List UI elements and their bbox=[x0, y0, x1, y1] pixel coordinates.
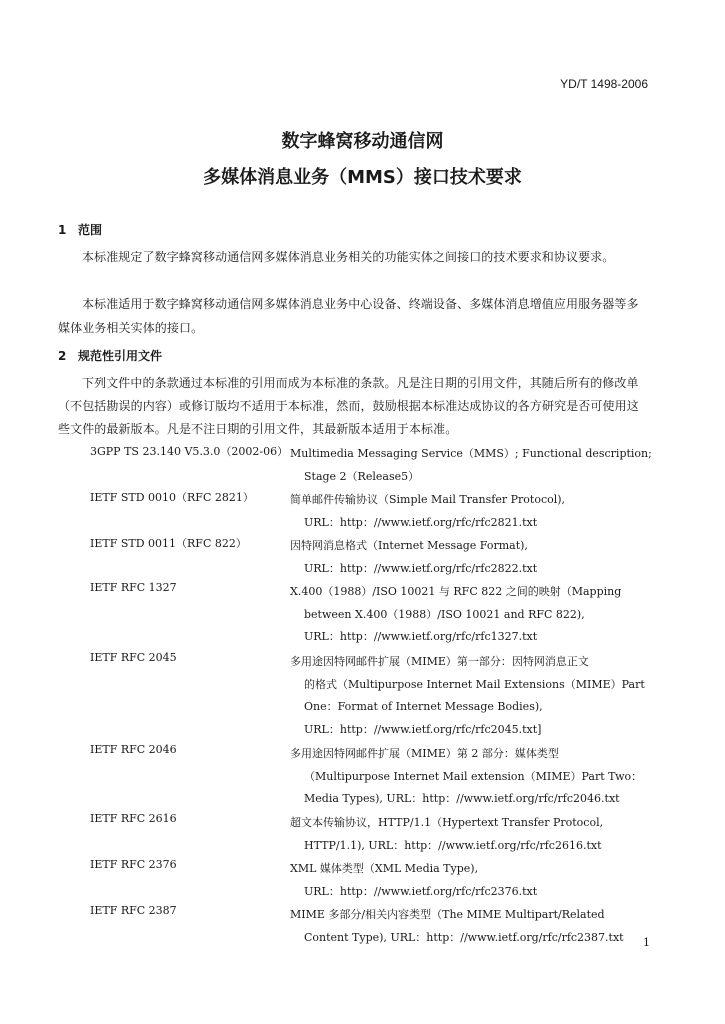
reference-item bbox=[0, 489, 725, 535]
reference-line: URL：http：//www.ietf.org/rfc/rfc2821.txt bbox=[304, 515, 538, 529]
reference-item bbox=[0, 443, 725, 489]
reference-line: between X.400（1988）/ISO 10021 and RFC 822), bbox=[304, 607, 585, 621]
reference-line: MIME 多部分/相关内容类型（The MIME Multipart/Related bbox=[290, 908, 605, 921]
document-title-line1: 数字蜂窝移动通信网 bbox=[281, 131, 444, 152]
reference-item bbox=[0, 743, 725, 812]
section-2-paragraph: 下列文件中的条款通过本标准的引用而成为本标准的条款。凡是注日期的引用文件，其随后所有的修改单（不包括勘误的内容）或修订版均不适用于本标准，然而，鼓励根据本标准达成协议的各方研究是否可使用这些文件的最新版本。凡是不注日期的引用文件，其最新版本适用于本标准。 bbox=[58, 376, 639, 436]
reference-line: XML 媒体类型（XML Media Type), bbox=[290, 862, 479, 875]
reference-description bbox=[290, 535, 650, 580]
reference-description bbox=[290, 858, 650, 903]
section-2-heading bbox=[58, 347, 162, 364]
section-title: 范围 bbox=[78, 223, 103, 237]
page-number: 1 bbox=[643, 936, 650, 949]
reference-item bbox=[0, 581, 725, 651]
reference-code: IETF RFC 2046 bbox=[90, 743, 177, 756]
reference-code: IETF STD 0011（RFC 822） bbox=[90, 537, 247, 550]
reference-item bbox=[0, 812, 725, 858]
reference-line: 的格式（Multipurpose Internet Mail Extensions（MIME）Part bbox=[304, 677, 645, 691]
reference-line: 简单邮件传输协议（Simple Mail Transfer Protocol), bbox=[290, 493, 566, 506]
reference-line: X.400（1988）/ISO 10021 与 RFC 822 之间的映射（Mapping bbox=[290, 585, 622, 598]
reference-line: Stage 2（Release5） bbox=[304, 469, 420, 483]
reference-description bbox=[290, 651, 650, 741]
reference-description bbox=[290, 581, 650, 649]
section-number: 1 bbox=[58, 223, 67, 237]
reference-description bbox=[290, 904, 650, 949]
reference-description bbox=[290, 443, 650, 488]
reference-code: IETF RFC 2376 bbox=[90, 858, 177, 871]
reference-line: 因特网消息格式（Internet Message Format), bbox=[290, 539, 528, 552]
reference-line: URL：http：//www.ietf.org/rfc/rfc1327.txt bbox=[304, 630, 538, 643]
section-1-paragraph-1: 本标准规定了数字蜂窝移动通信网多媒体消息业务相关的功能实体之间接口的技术要求和协议要求。 bbox=[82, 250, 615, 264]
document-title-line2: 多媒体消息业务（MMS）接口技术要求 bbox=[203, 167, 522, 188]
section-title: 规范性引用文件 bbox=[78, 349, 163, 363]
reference-line: HTTP/1.1), URL：http：//www.ietf.org/rfc/rfc2616.txt bbox=[304, 838, 602, 852]
reference-line: Content Type), URL：http：//www.ietf.org/rfc/rfc2387.txt bbox=[304, 930, 624, 944]
reference-code: IETF RFC 2387 bbox=[90, 904, 177, 917]
reference-item bbox=[0, 904, 725, 950]
reference-description bbox=[290, 743, 650, 811]
reference-code: IETF RFC 2616 bbox=[90, 812, 177, 825]
reference-item bbox=[0, 651, 725, 743]
reference-code: 3GPP TS 23.140 V5.3.0（2002-06） bbox=[90, 445, 289, 458]
reference-line: URL：http：//www.ietf.org/rfc/rfc2822.txt bbox=[304, 561, 538, 575]
reference-line: Multimedia Messaging Service（MMS）; Functional description; bbox=[290, 447, 652, 460]
reference-line: Media Types), URL：http：//www.ietf.org/rfc/rfc2046.txt bbox=[304, 792, 620, 805]
reference-code: IETF RFC 1327 bbox=[90, 581, 177, 594]
section-1-heading bbox=[58, 221, 102, 238]
reference-line: 多用途因特网邮件扩展（MIME）第 2 部分：媒体类型 bbox=[290, 747, 559, 760]
reference-description bbox=[290, 489, 650, 534]
reference-line: One：Format of Internet Message Bodies), bbox=[304, 700, 543, 713]
reference-line: URL：http：//www.ietf.org/rfc/rfc2376.txt bbox=[304, 884, 538, 898]
reference-line: URL：http：//www.ietf.org/rfc/rfc2045.txt] bbox=[304, 722, 542, 736]
reference-line: （Multipurpose Internet Mail extension（MIME）Part Two： bbox=[304, 769, 643, 783]
reference-code: IETF STD 0010（RFC 2821） bbox=[90, 491, 254, 504]
normative-references-list bbox=[0, 443, 725, 950]
reference-description bbox=[290, 812, 650, 857]
reference-line: 超文本传输协议，HTTP/1.1（Hypertext Transfer Protocol, bbox=[290, 816, 604, 829]
section-number: 2 bbox=[58, 349, 67, 363]
reference-item bbox=[0, 858, 725, 904]
reference-code: IETF RFC 2045 bbox=[90, 651, 177, 664]
section-1-paragraph-2: 本标准适用于数字蜂窝移动通信网多媒体消息业务中心设备、终端设备、多媒体消息增值应用服务器等多媒体业务相关实体的接口。 bbox=[58, 297, 639, 335]
reference-item bbox=[0, 535, 725, 581]
standard-code: YD/T 1498-2006 bbox=[560, 77, 648, 91]
reference-line: 多用途因特网邮件扩展（MIME）第一部分：因特网消息正文 bbox=[290, 655, 589, 668]
